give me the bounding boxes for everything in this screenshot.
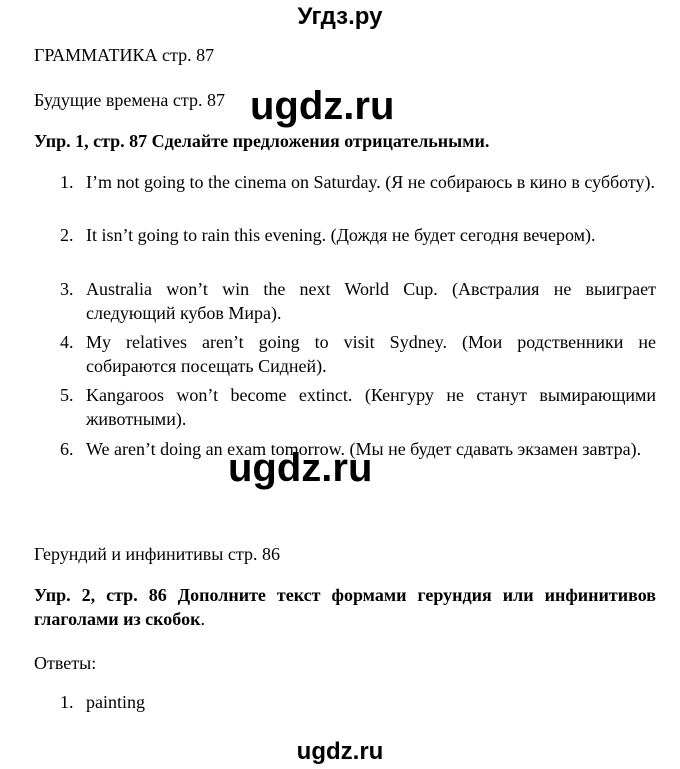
watermark-1: ugdz.ru (250, 84, 395, 128)
item-text: Australia won’t win the next World Cup. (Австралия не выиграет следующий кубов Мира). (86, 279, 656, 323)
watermark-footer: ugdz.ru (296, 738, 384, 765)
item-number: 6. (60, 439, 74, 459)
answers-label: Ответы: (34, 653, 97, 673)
item-number: 5. (60, 385, 74, 405)
exercise-heading-2-tail: . (200, 609, 205, 629)
item-text: It isn’t going to rain this evening. (Дождя не будет сегодня вечером). (86, 225, 596, 245)
item-text: We aren’t doing an exam tomorrow. (Мы не будет сдавать экзамен завтра). (86, 439, 642, 459)
list-item (60, 383, 656, 431)
item-number: 2. (60, 225, 74, 245)
item-text: My relatives aren’t going to visit Sydney. (Мои родственники не собираются посещать Сидней). (86, 332, 656, 376)
item-number: 1. (60, 172, 74, 192)
list-item (60, 170, 656, 218)
list-item (60, 277, 656, 325)
answer-item (60, 690, 656, 714)
item-text: Kangaroos won’t become extinct. (Кенгуру не станут вымирающими животными). (86, 385, 656, 429)
section-title: ГРАММАТИКА стр. 87 (34, 45, 215, 65)
exercise-heading: Упр. 1, стр. 87 Сделайте предложения отрицательными. (34, 131, 490, 151)
subsection-title-2: Герундий и инфинитивы стр. 86 (34, 544, 280, 564)
watermark-2: ugdz.ru (228, 446, 373, 490)
item-number: 3. (60, 279, 74, 299)
subsection-title: Будущие времена стр. 87 (34, 90, 225, 110)
list-item (60, 223, 656, 271)
site-header: Угдз.ру (297, 3, 383, 30)
item-number: 1. (60, 692, 74, 712)
item-text: I’m not going to the cinema on Saturday. (Я не собираюсь в кино в субботу). (86, 172, 656, 192)
exercise-heading-2-text: Упр. 2, стр. 86 Дополните текст формами герундия или инфинитивов глаголами из скобок (34, 585, 656, 629)
exercise-heading-2 (34, 583, 656, 631)
item-number: 4. (60, 332, 74, 352)
list-item (60, 330, 656, 378)
item-text: painting (86, 692, 145, 712)
